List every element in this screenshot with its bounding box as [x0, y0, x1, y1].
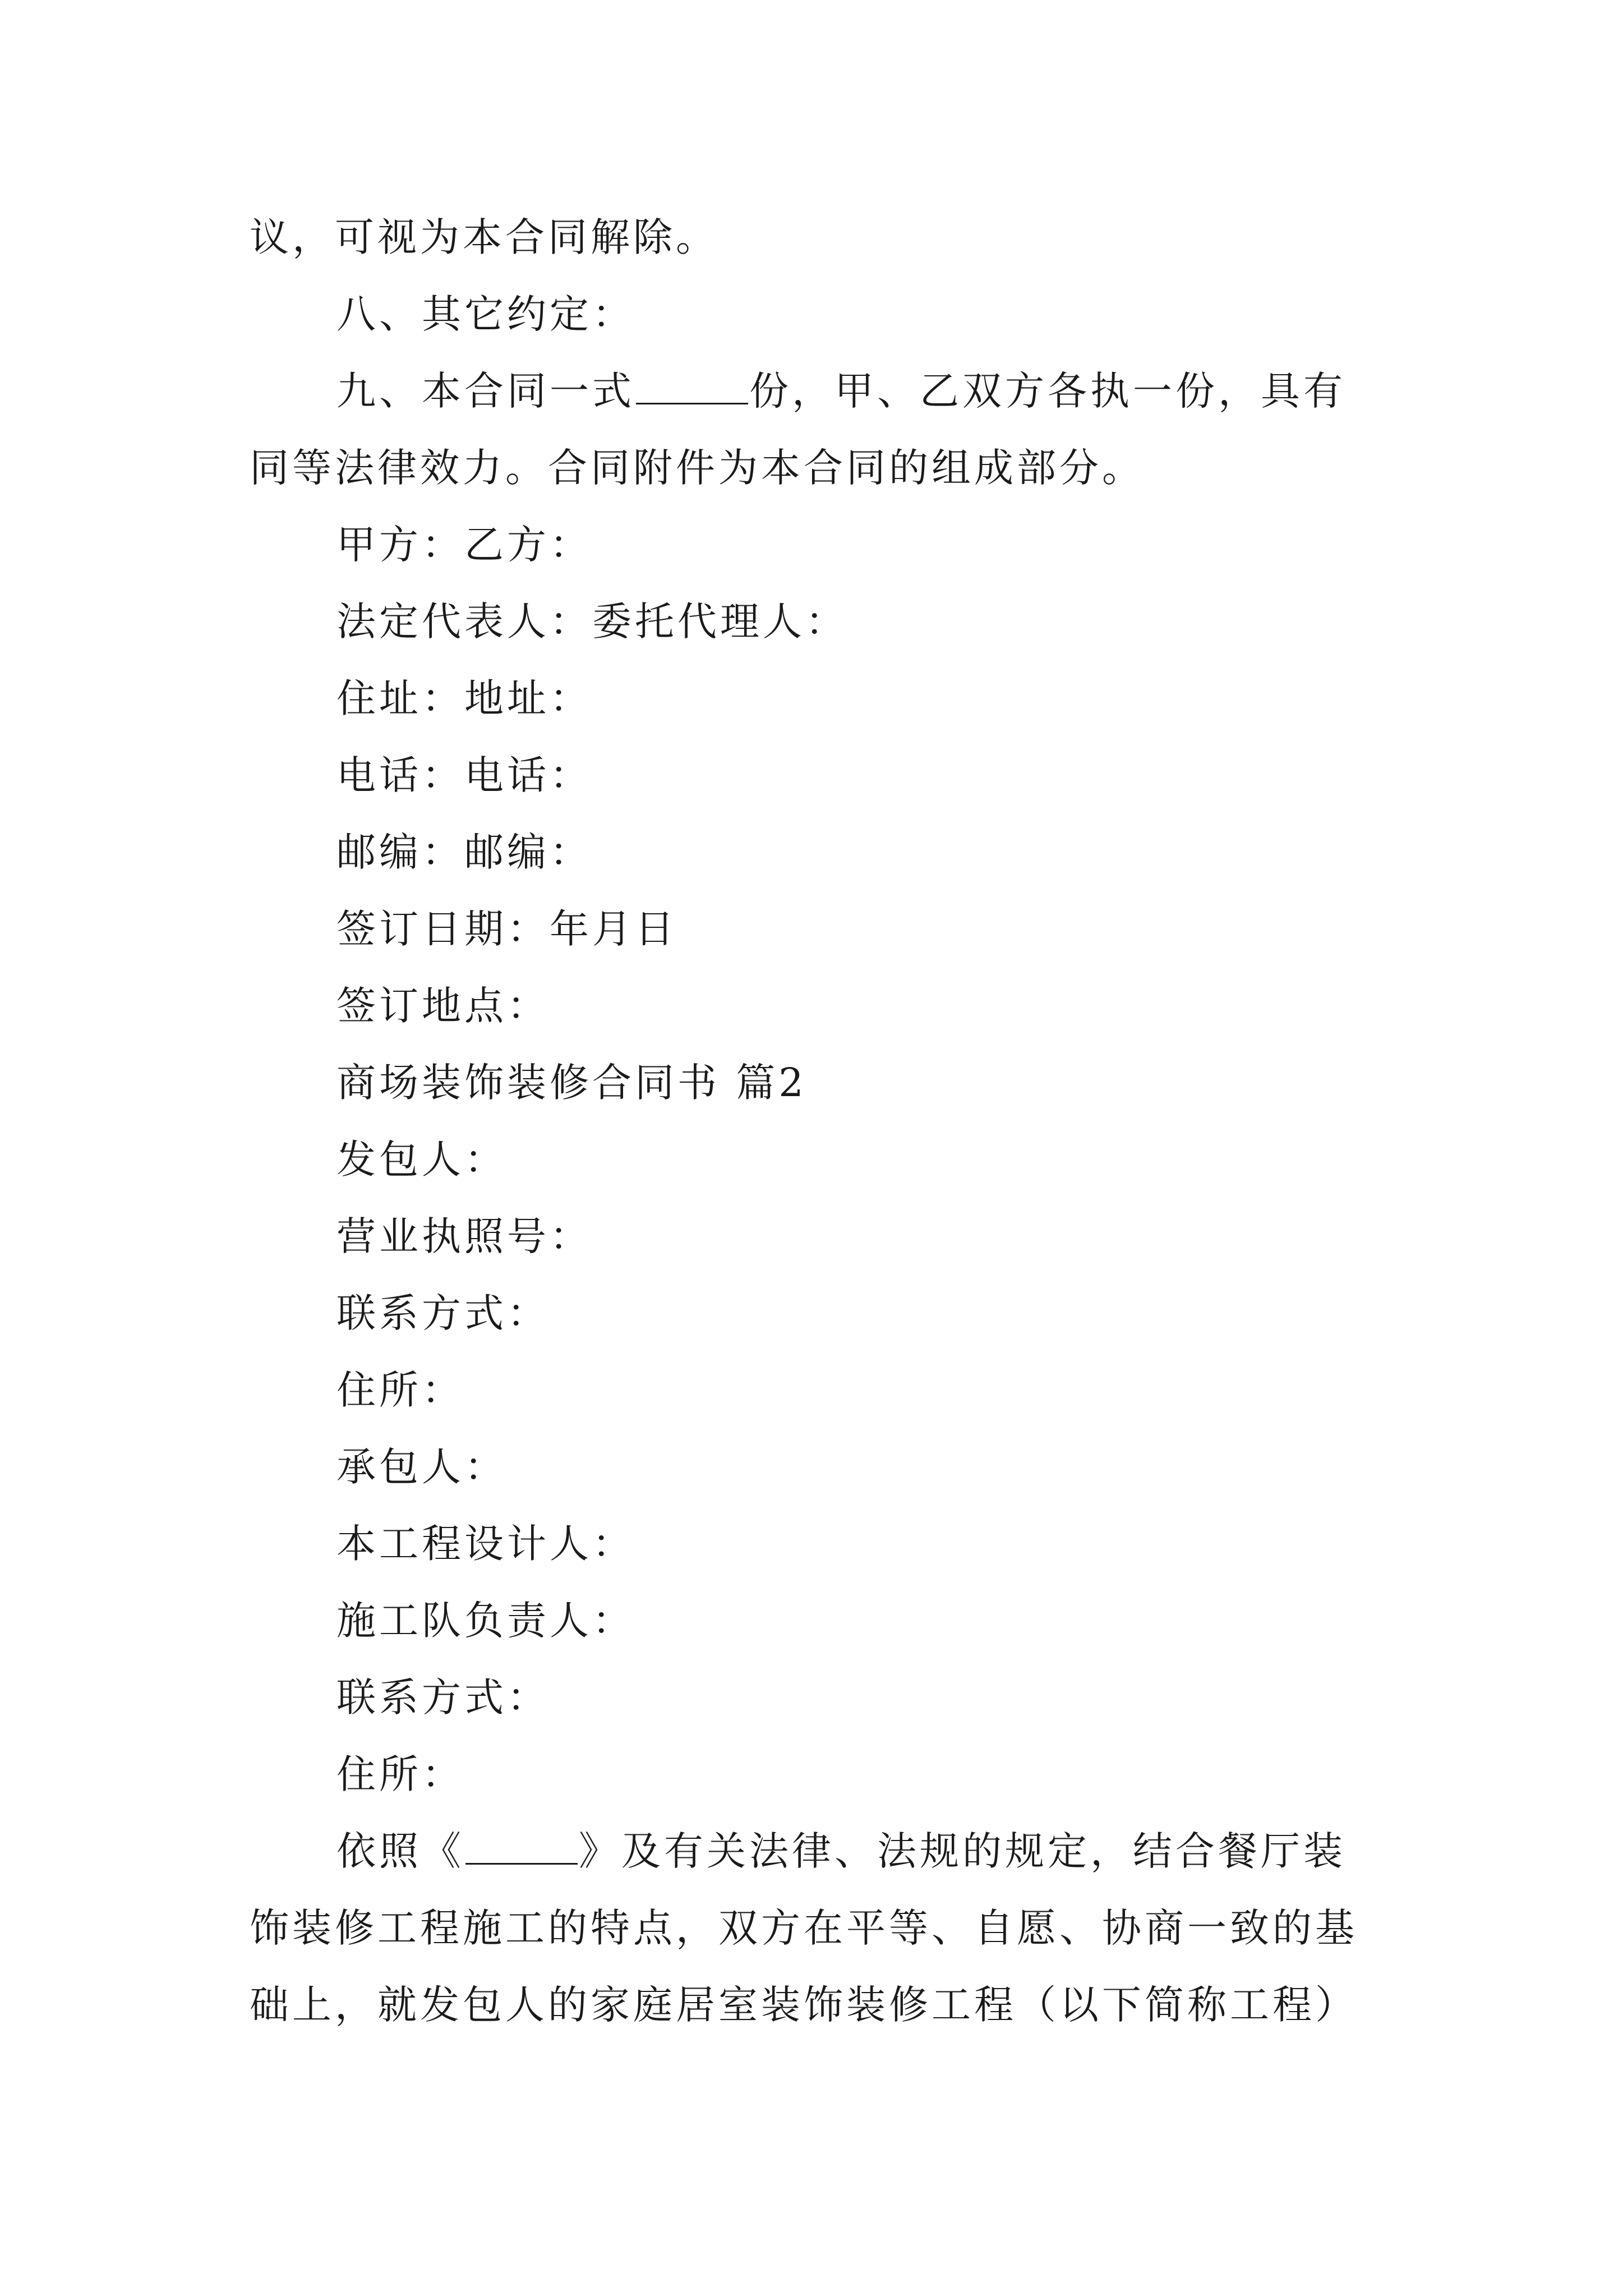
section-title: [250, 1045, 1388, 1121]
line-text: 法定代表人：委托代理人：: [336, 599, 848, 645]
line-text: 联系方式：: [336, 1674, 550, 1720]
line-text: 施工队负责人：: [336, 1598, 635, 1644]
employer-line: [250, 1121, 1388, 1198]
line-text: 住所：: [336, 1367, 464, 1413]
paragraph-line: [250, 1890, 1388, 1967]
line-text: 本工程设计人：: [336, 1521, 635, 1567]
line-text: 九、本合同一式: [336, 368, 635, 414]
postcode-line: [250, 814, 1388, 891]
basis-line: [250, 1813, 1388, 1890]
law-name-blank: [465, 1830, 578, 1865]
line-text: 甲方：乙方：: [336, 522, 592, 568]
line-text: 签订地点：: [336, 983, 550, 1029]
contractor-line: [250, 1429, 1388, 1506]
party-a-b-line: [250, 507, 1388, 583]
line-text: 住所：: [336, 1751, 464, 1797]
sign-date-line: [250, 891, 1388, 968]
line-text: 》及有关法律、法规的规定，结合餐厅装: [579, 1828, 1346, 1874]
line-text: 发包人：: [336, 1137, 507, 1182]
phone-line: [250, 737, 1388, 814]
line-text: 电话：电话：: [336, 752, 592, 798]
document-body: [250, 199, 1388, 2044]
residence-line: [250, 1352, 1388, 1429]
contact-line: [250, 1275, 1388, 1352]
paragraph-line: [250, 430, 1388, 507]
line-text: 承包人：: [336, 1444, 507, 1490]
line-text: 依照《: [336, 1828, 464, 1874]
sign-place-line: [250, 968, 1388, 1045]
paragraph-line: [250, 1967, 1388, 2044]
designer-line: [250, 1506, 1388, 1582]
line-text: 同等法律效力。合同附件为本合同的组成部分。: [250, 445, 1145, 491]
contact-line: [250, 1659, 1388, 1736]
clause-8-heading: [250, 276, 1388, 353]
representative-line: [250, 583, 1388, 660]
copies-blank: [636, 370, 748, 404]
line-text: 签订日期：年月日: [336, 906, 677, 952]
line-text: 营业执照号：: [336, 1213, 592, 1259]
line-text: 议，可视为本合同解除。: [250, 214, 718, 260]
line-text: 础上，就发包人的家庭居室装饰装修工程（以下简称工程）: [250, 1982, 1358, 2028]
line-text: 饰装修工程施工的特点，双方在平等、自愿、协商一致的基: [250, 1905, 1358, 1951]
line-text: 邮编：邮编：: [336, 829, 592, 875]
clause-9-line: [250, 353, 1388, 430]
address-line: [250, 660, 1388, 737]
team-leader-line: [250, 1582, 1388, 1659]
line-text: 商场装饰装修合同书 篇2: [336, 1060, 807, 1106]
line-text: 住址：地址：: [336, 675, 592, 721]
residence-line: [250, 1736, 1388, 1813]
line-text: 八、其它约定：: [336, 291, 635, 337]
line-text: 联系方式：: [336, 1290, 550, 1336]
line-text: 份，甲、乙双方各执一份，具有: [749, 368, 1346, 414]
license-line: [250, 1198, 1388, 1275]
paragraph-line: [250, 199, 1388, 276]
